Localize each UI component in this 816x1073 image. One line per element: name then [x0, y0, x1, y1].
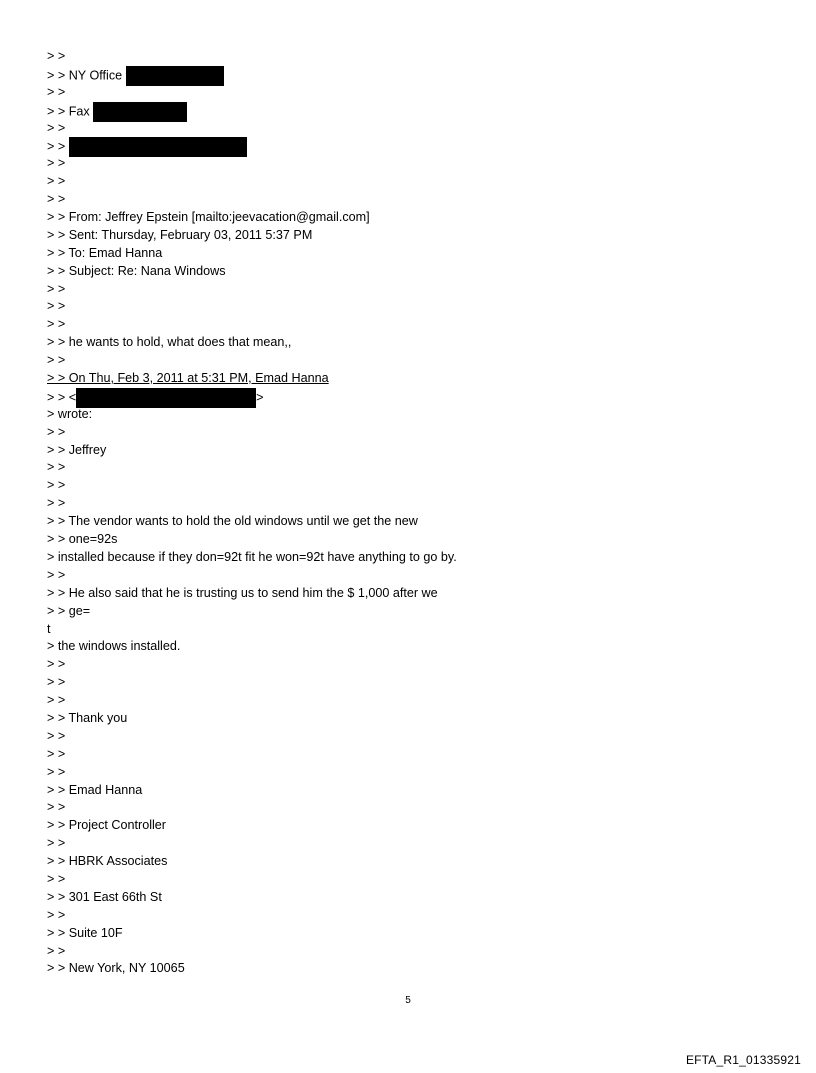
text-line: > > ge=: [47, 603, 91, 618]
text-line: > > Thank you: [47, 710, 128, 725]
text-line: > >: [47, 567, 66, 582]
text-line: > > 301 East 66th St: [47, 889, 162, 904]
text-line: > >: [47, 460, 66, 475]
text-line: > >: [47, 800, 66, 815]
document-id: EFTA_R1_01335921: [685, 1053, 801, 1067]
text-line: > > one=92s: [47, 532, 118, 547]
text-line: > > < >: [47, 388, 457, 406]
text-line: t: [47, 621, 51, 636]
text-line: > >: [47, 424, 66, 439]
text-line: > > Suite 10F: [47, 925, 123, 940]
text-line: > >: [47, 317, 66, 332]
text-line: > >: [47, 693, 66, 708]
text-line: > >: [47, 174, 66, 189]
text-line: > > Fax: [47, 102, 457, 120]
text-line: > >: [47, 943, 66, 958]
text-line: > >: [47, 657, 66, 672]
text-line: > > Emad Hanna: [47, 782, 143, 797]
text-line: > > NY Office: [47, 66, 457, 84]
text-line: > wrote:: [47, 406, 93, 421]
text-line: > >: [47, 746, 66, 761]
text-line: > > Sent: Thursday, February 03, 2011 5:37 PM: [47, 227, 313, 242]
text-line: > > He also said that he is trusting us to send him the $ 1,000 after we: [47, 585, 438, 600]
text-line: > > The vendor wants to hold the old windows until we get the new: [47, 514, 418, 529]
text-line: > the windows installed.: [47, 639, 181, 654]
text-line: > >: [47, 49, 66, 63]
text-line: > > From: Jeffrey Epstein [mailto:jeevacation@gmail.com]: [47, 210, 370, 225]
text-line: > >: [47, 192, 66, 207]
text-line: > > Subject: Re: Nana Windows: [47, 263, 226, 278]
text-line: > >: [47, 871, 66, 886]
text-line: > >: [47, 478, 66, 493]
text-line: > >: [47, 120, 66, 135]
text-line: > >: [47, 764, 66, 779]
text-line: > >: [47, 281, 66, 296]
text-line: > >: [47, 156, 66, 171]
page-number: 5: [405, 995, 411, 1006]
text-line: > installed because if they don=92t fit he won=92t have anything to go by.: [47, 549, 457, 564]
text-line: > >: [47, 675, 66, 690]
text-line: > > he wants to hold, what does that mean,,: [47, 335, 292, 350]
text-line: > >: [47, 299, 66, 314]
text-line: > >: [47, 84, 66, 99]
text-line: > > Jeffrey: [47, 442, 107, 457]
text-line: > > HBRK Associates: [47, 854, 168, 869]
text-line: > >: [47, 728, 66, 743]
text-line: > >: [47, 496, 66, 511]
text-line: > > On Thu, Feb 3, 2011 at 5:31 PM, Emad Hanna: [47, 371, 329, 386]
text-line: > >: [47, 836, 66, 851]
text-line: > >: [47, 137, 457, 155]
email-body: [47, 48, 457, 978]
text-line: > > New York, NY 10065: [47, 961, 185, 976]
text-line: > >: [47, 353, 66, 368]
text-line: > > Project Controller: [47, 818, 166, 833]
text-line: > > To: Emad Hanna: [47, 245, 163, 260]
text-line: > >: [47, 907, 66, 922]
